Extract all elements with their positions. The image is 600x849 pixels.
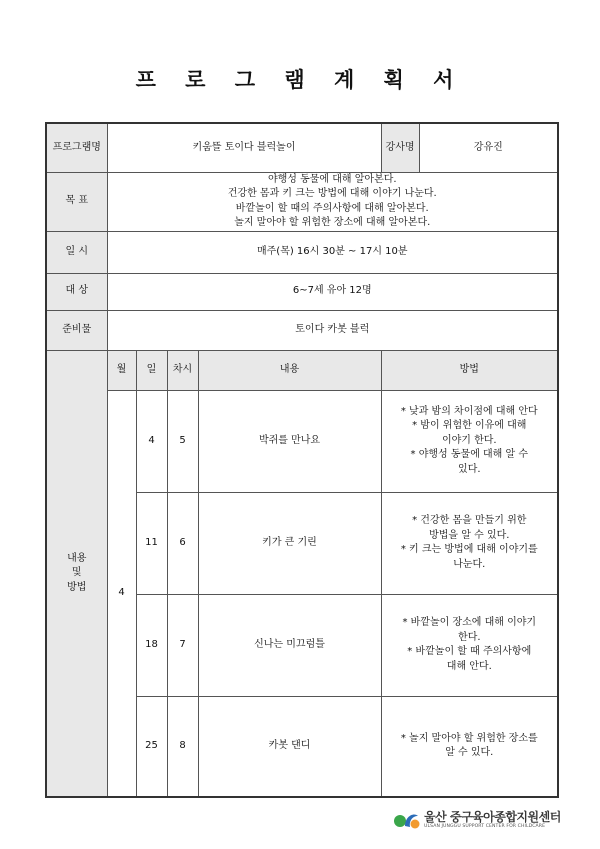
schedule-row: [46, 231, 558, 273]
instructor-value: 강유진: [419, 123, 558, 172]
schedule-value: 매주(목) 16시 30분 ~ 17시 10분: [107, 231, 558, 273]
day-value: 11: [136, 492, 167, 594]
goal-row: [46, 172, 558, 231]
method-text: * 놀지 말아야 할 위험한 장소를 알 수 있다.: [400, 732, 538, 759]
content-value: 카봇 댄디: [198, 696, 381, 797]
content-value: 신나는 미끄럼틀: [198, 594, 381, 696]
method-text: * 낮과 밤의 차이점에 대해 안다 * 밤이 위험한 이유에 대해 이야기 한다. * 야행성 동물에 대해 알 수 있다.: [400, 405, 538, 475]
target-row: [46, 273, 558, 310]
materials-row: [46, 310, 558, 350]
center-logo: [392, 806, 568, 834]
contents-section-label: 내용 및 방법: [46, 350, 107, 797]
content-value: 박쥐를 만나요: [198, 390, 381, 492]
center-logo-mark-icon: [392, 806, 422, 834]
method-text: * 바깥놀이 장소에 대해 이야기 한다. * 바깥놀이 할 때 주의사항에 대해 안다.: [402, 617, 537, 672]
method-value: [381, 390, 558, 492]
contents-header-row: [46, 350, 558, 390]
day-value: 4: [136, 390, 167, 492]
day-value: 18: [136, 594, 167, 696]
logo-name: 울산 중구육아종합지원센터: [424, 810, 561, 824]
target-label: 대 상: [46, 273, 107, 310]
materials-value: 토이다 카봇 블럭: [107, 310, 558, 350]
session-header: 차시: [167, 350, 198, 390]
session-value: 8: [167, 696, 198, 797]
program-name-label: 프로그램명: [46, 123, 107, 172]
instructor-label: 강사명: [381, 123, 419, 172]
program-name-value: 키움뜰 토이다 블럭놀이: [107, 123, 381, 172]
goal-label: 목 표: [46, 172, 107, 231]
method-value: [381, 594, 558, 696]
content-header: 내용: [198, 350, 381, 390]
session-value: 7: [167, 594, 198, 696]
program-plan-table: [45, 122, 559, 798]
method-value: [381, 492, 558, 594]
goal-value: 야행성 동물에 대해 알아본다. 건강한 몸과 키 크는 방법에 대해 이야기 나눈다. 바깥놀이 할 때의 주의사항에 대해 알아본다. 놀지 말아야 할 위험한 장소에 대해 알아본다.: [107, 172, 558, 231]
materials-label: 준비물: [46, 310, 107, 350]
logo-english-name: ULSAN JUNGGU SUPPORT CENTER FOR CHILDCARE: [424, 824, 546, 829]
target-value: 6~7세 유아 12명: [107, 273, 558, 310]
program-name-row: [46, 123, 558, 172]
schedule-label: 일 시: [46, 231, 107, 273]
session-value: 5: [167, 390, 198, 492]
day-value: 25: [136, 696, 167, 797]
month-header: 월: [107, 350, 136, 390]
month-value: 4: [107, 390, 136, 797]
method-value: [381, 696, 558, 797]
table-row: [46, 390, 558, 492]
method-text: * 건강한 몸을 만들기 위한 방법을 알 수 있다. * 키 크는 방법에 대해 이야기를 나눈다.: [400, 515, 538, 570]
method-header: 방법: [381, 350, 558, 390]
session-value: 6: [167, 492, 198, 594]
content-value: 키가 큰 기린: [198, 492, 381, 594]
document-title: 프 로 그 램 계 획 서: [135, 68, 465, 92]
day-header: 일: [136, 350, 167, 390]
